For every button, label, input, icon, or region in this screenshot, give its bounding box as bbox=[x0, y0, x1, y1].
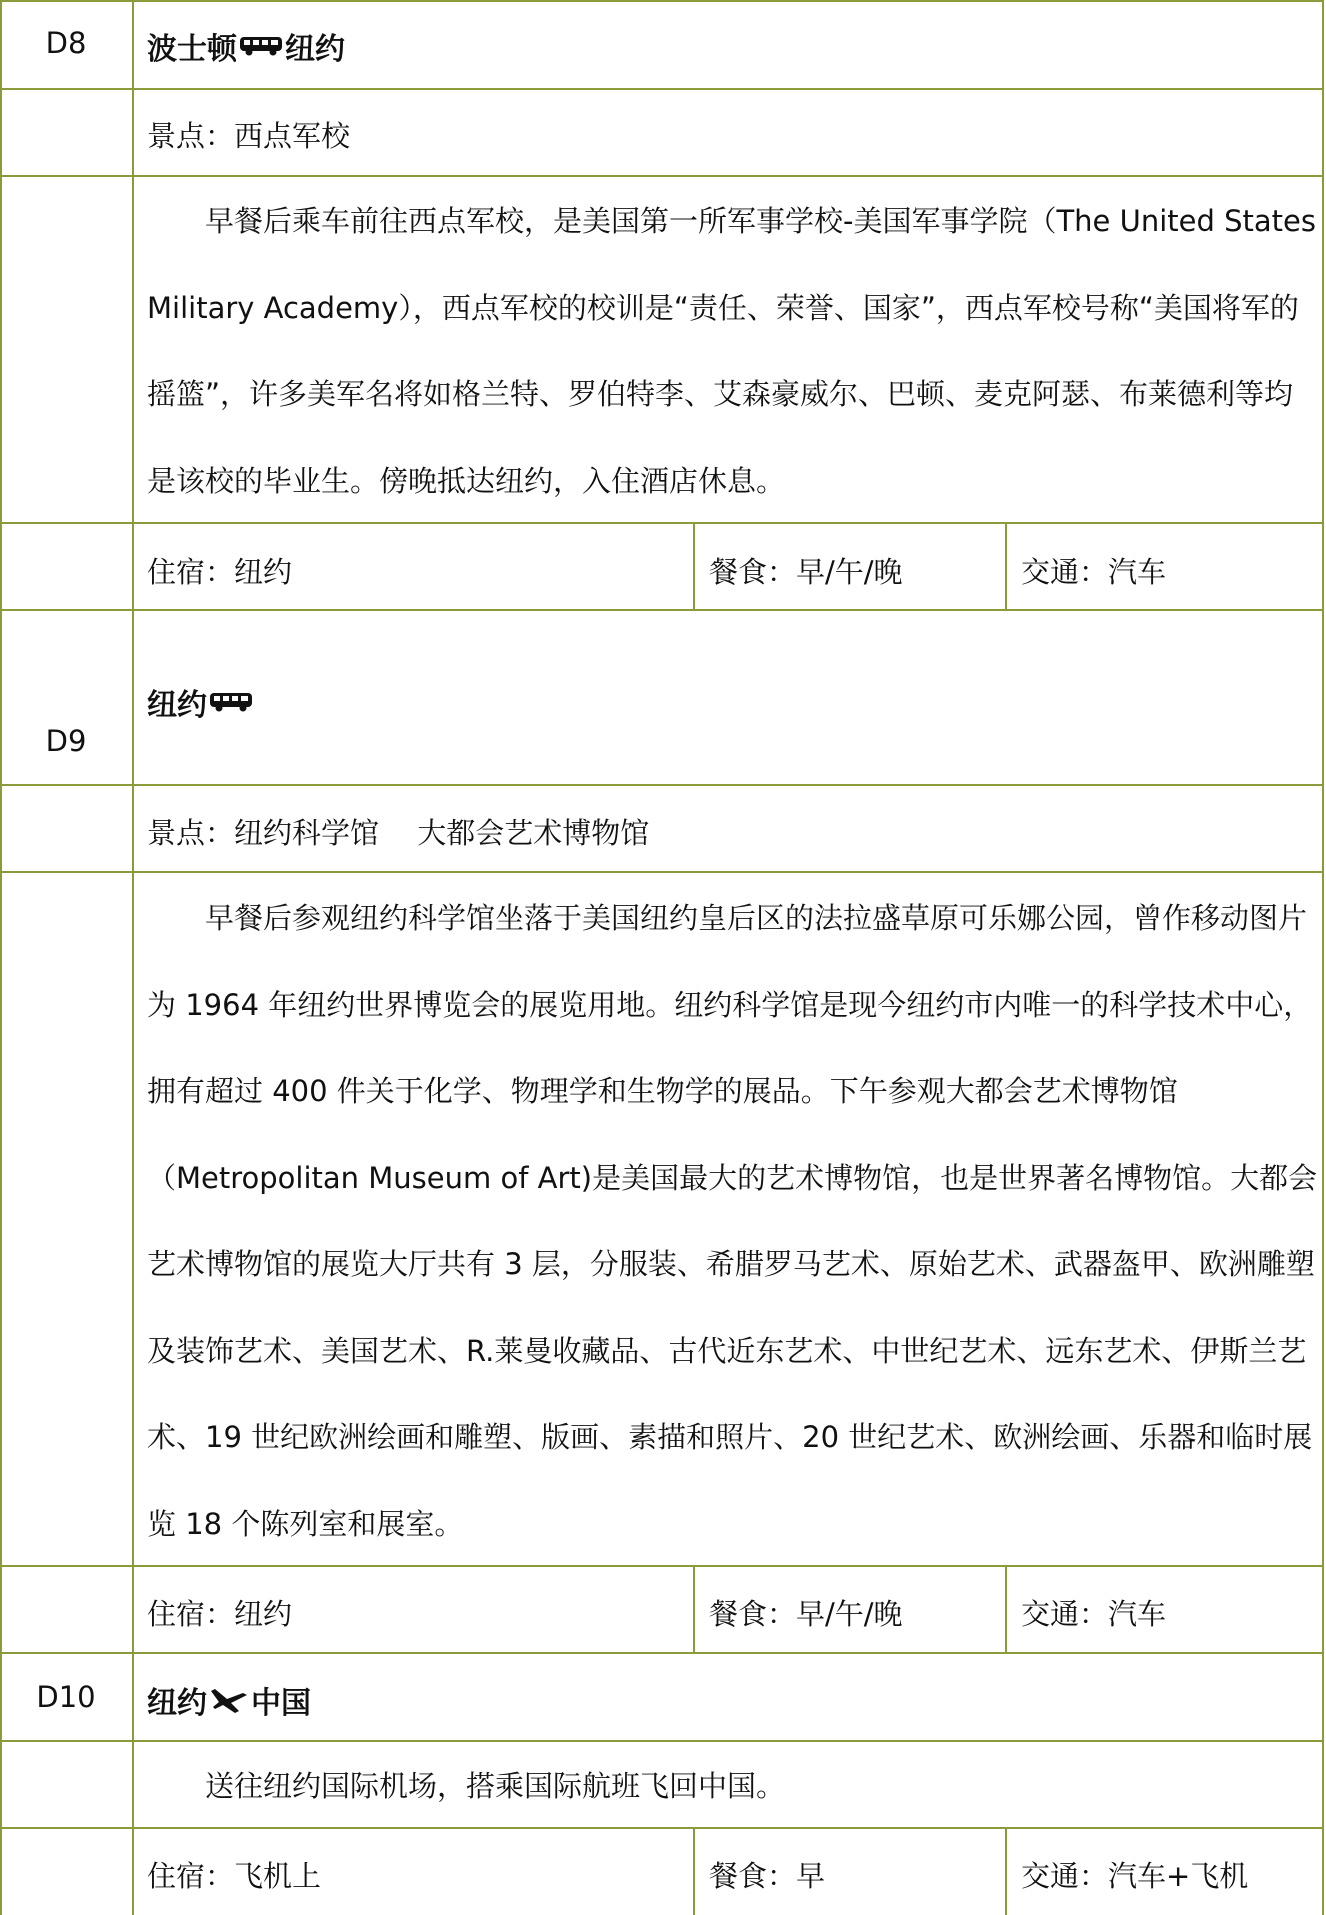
plane-icon bbox=[209, 1685, 249, 1715]
description-line: 拥有超过 400 件关于化学、物理学和生物学的展品。下午参观大都会艺术博物馆 bbox=[147, 1074, 1178, 1108]
day-title bbox=[147, 1678, 311, 1722]
description-line: 览 18 个陈列室和展室。 bbox=[147, 1506, 464, 1541]
row-divider bbox=[0, 88, 1324, 90]
table-border-right bbox=[1322, 0, 1324, 1915]
row-divider bbox=[0, 1740, 1324, 1742]
day-title bbox=[147, 680, 255, 724]
sights: 景点：西点军校 bbox=[147, 119, 351, 153]
info-divider-1 bbox=[693, 1565, 695, 1654]
description-line: 送往纽约国际机场，搭乘国际航班飞回中国。 bbox=[205, 1769, 786, 1803]
description-line: 术、19 世纪欧洲绘画和雕塑、版画、素描和照片、20 世纪艺术、欧洲绘画、乐器和临时展 bbox=[147, 1420, 1313, 1454]
day-label: D10 bbox=[36, 1680, 96, 1714]
info-divider-2 bbox=[1005, 1565, 1007, 1654]
description-line: 及装饰艺术、美国艺术、R.莱曼收藏品、古代近东艺术、中世纪艺术、远东艺术、伊斯兰艺 bbox=[147, 1333, 1307, 1368]
title-origin: 波士顿 bbox=[147, 32, 237, 67]
day-label: D9 bbox=[45, 724, 87, 758]
table-border-top bbox=[0, 0, 1324, 2]
day-description bbox=[147, 875, 1318, 1567]
info-divider-1 bbox=[693, 1829, 695, 1915]
meals: 餐食：早/午/晚 bbox=[709, 1597, 903, 1631]
bus-icon bbox=[209, 691, 253, 713]
day-label: D8 bbox=[45, 26, 87, 60]
title-origin: 纽约 bbox=[147, 1686, 207, 1721]
row-divider bbox=[0, 609, 1324, 611]
description-line: 为 1964 年纽约世界博览会的展览用地。纽约科学馆是现今纽约市内唯一的科学技术中心， bbox=[147, 987, 1313, 1022]
title-destination: 纽约 bbox=[285, 32, 345, 67]
description-line: 艺术博物馆的展览大厅共有 3 层，分服装、希腊罗马艺术、原始艺术、武器盔甲、欧洲雕塑 bbox=[147, 1247, 1315, 1281]
transport: 交通：汽车 bbox=[1021, 555, 1167, 589]
row-divider bbox=[0, 175, 1324, 177]
table-border-left bbox=[0, 0, 2, 1915]
title-origin: 纽约 bbox=[147, 688, 207, 723]
meals: 餐食：早/午/晚 bbox=[709, 555, 903, 589]
row-divider bbox=[0, 784, 1324, 786]
transport: 交通：汽车 bbox=[1021, 1597, 1167, 1631]
transport: 交通：汽车+飞机 bbox=[1021, 1859, 1249, 1893]
row-divider bbox=[0, 871, 1324, 873]
description-line: 摇篮”，许多美军名将如格兰特、罗伯特李、艾森豪威尔、巴顿、麦克阿瑟、布莱德利等均 bbox=[147, 377, 1294, 411]
meals: 餐食：早 bbox=[709, 1859, 826, 1893]
description-line: （Metropolitan Museum of Art)是美国最大的艺术博物馆，也是世界著名博物馆。大都会 bbox=[147, 1160, 1318, 1195]
info-divider-1 bbox=[693, 522, 695, 611]
description-line: 早餐后乘车前往西点军校，是美国第一所军事学校-美国军事学院（The United States bbox=[205, 204, 1316, 238]
title-destination: 中国 bbox=[251, 1686, 311, 1721]
lodging: 住宿：纽约 bbox=[147, 1597, 293, 1631]
row-divider bbox=[0, 1652, 1324, 1654]
description-line: Military Academy），西点军校的校训是“责任、荣誉、国家”，西点军校号称“美国将军的 bbox=[147, 290, 1299, 325]
day-description bbox=[147, 178, 1316, 524]
description-line: 早餐后参观纽约科学馆坐落于美国纽约皇后区的法拉盛草原可乐娜公园，曾作移动图片 bbox=[205, 901, 1308, 935]
sights: 景点：纽约科学馆 大都会艺术博物馆 bbox=[147, 816, 650, 850]
table-border-day-column bbox=[132, 0, 134, 1915]
bus-icon bbox=[239, 35, 283, 57]
lodging: 住宿：飞机上 bbox=[147, 1859, 322, 1893]
day-description bbox=[147, 1743, 1307, 1829]
info-divider-2 bbox=[1005, 522, 1007, 611]
info-divider-2 bbox=[1005, 1829, 1007, 1915]
day-title bbox=[147, 24, 345, 68]
description-line: 是该校的毕业生。傍晚抵达纽约，入住酒店休息。 bbox=[147, 463, 786, 498]
lodging: 住宿：纽约 bbox=[147, 555, 293, 589]
